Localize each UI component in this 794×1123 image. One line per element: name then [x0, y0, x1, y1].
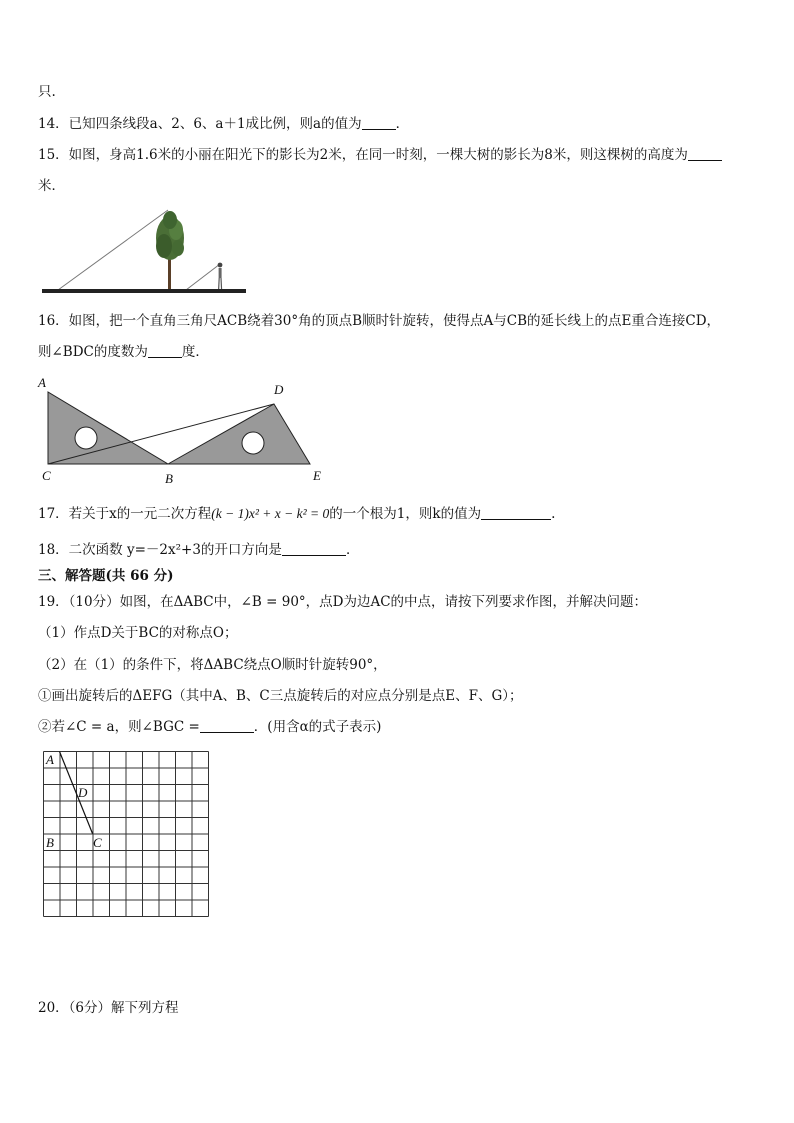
q16-text: 则∠BDC的度数为	[38, 344, 148, 360]
label-e: E	[313, 468, 321, 483]
triangle-acb	[48, 392, 168, 464]
grid-label-b: B	[46, 835, 54, 850]
q19-sub-2-suffix: ．(用含α的式子表示)	[253, 719, 382, 735]
q15-line2: 米．	[38, 178, 65, 194]
question-17	[38, 504, 555, 524]
q16-suffix: 度．	[181, 344, 209, 360]
q15-figure	[40, 204, 248, 300]
q19-part-1: （1）作点D关于BC的对称点O；	[38, 625, 238, 641]
q14-suffix: ．	[395, 116, 410, 132]
q19-answer-blank[interactable]	[200, 718, 254, 733]
q14-text: 14．已知四条线段a、2、6、a＋1成比例，则a的值为	[38, 116, 362, 132]
label-a: A	[38, 375, 46, 390]
q14-answer-blank[interactable]	[362, 115, 396, 130]
label-b: B	[165, 471, 173, 486]
q18-text: 18．二次函数 y=－2x²+3的开口方向是	[38, 542, 282, 558]
q19-sub-1: ①画出旋转后的ΔEFG（其中A、B、C三点旋转后的对应点分别是点E、F、G）；	[38, 688, 523, 704]
q17-text: 17．若关于x的一元二次方程	[38, 506, 212, 522]
q17-suffix: .	[551, 506, 556, 522]
label-d: D	[274, 382, 284, 397]
q19-grid-figure	[40, 748, 216, 924]
q15-text: 15．如图，身高1.6米的小丽在阳光下的影长为2米，在同一时刻，一棵大树的影长为8米，则这棵树的高度为	[38, 147, 688, 163]
grid-label-a: A	[46, 752, 54, 767]
grid-label-c: C	[93, 835, 102, 850]
q17-text-2: 的一个根为1，则k的值为	[329, 506, 482, 522]
q16-figure	[34, 372, 334, 488]
q19-part-2: （2）在（1）的条件下，将ΔABC绕点O顺时针旋转90°，	[38, 657, 387, 673]
q18-answer-blank[interactable]	[282, 541, 346, 556]
label-c: C	[42, 468, 51, 483]
q18-suffix: ．	[345, 542, 360, 558]
question-15	[38, 145, 722, 165]
q15-answer-blank[interactable]	[688, 146, 722, 161]
q16-line2	[38, 342, 209, 362]
question-18	[38, 540, 359, 560]
q13-tail: 只.	[38, 84, 56, 100]
question-19: 19．（10分）如图，在ΔABC中，∠B = 90°，点D为边AC的中点，请按下列要求作图，并解决问题：	[38, 594, 648, 610]
triangle-hole-1	[75, 427, 97, 449]
q19-sub-2	[38, 717, 381, 737]
q19-sub-2-text: ②若∠C = a，则∠BGC =	[38, 719, 200, 735]
question-20: 20．（6分）解下列方程	[38, 1000, 179, 1016]
question-14	[38, 114, 409, 134]
grid-label-d: D	[78, 785, 88, 800]
q16-answer-blank[interactable]	[148, 343, 182, 358]
triangle-hole-2	[242, 432, 264, 454]
grid-lines	[44, 752, 209, 917]
section-heading: 三、解答题(共 66 分)	[38, 568, 174, 584]
question-16: 16．如图，把一个直角三角尺ACB绕着30°角的顶点B顺时针旋转，使得点A与CB的延长线上的点E重合连接CD，	[38, 313, 721, 329]
q17-equation: (k − 1)x² + x − k² = 0	[211, 506, 330, 521]
q17-answer-blank[interactable]	[481, 505, 551, 520]
ground-line	[42, 289, 246, 293]
